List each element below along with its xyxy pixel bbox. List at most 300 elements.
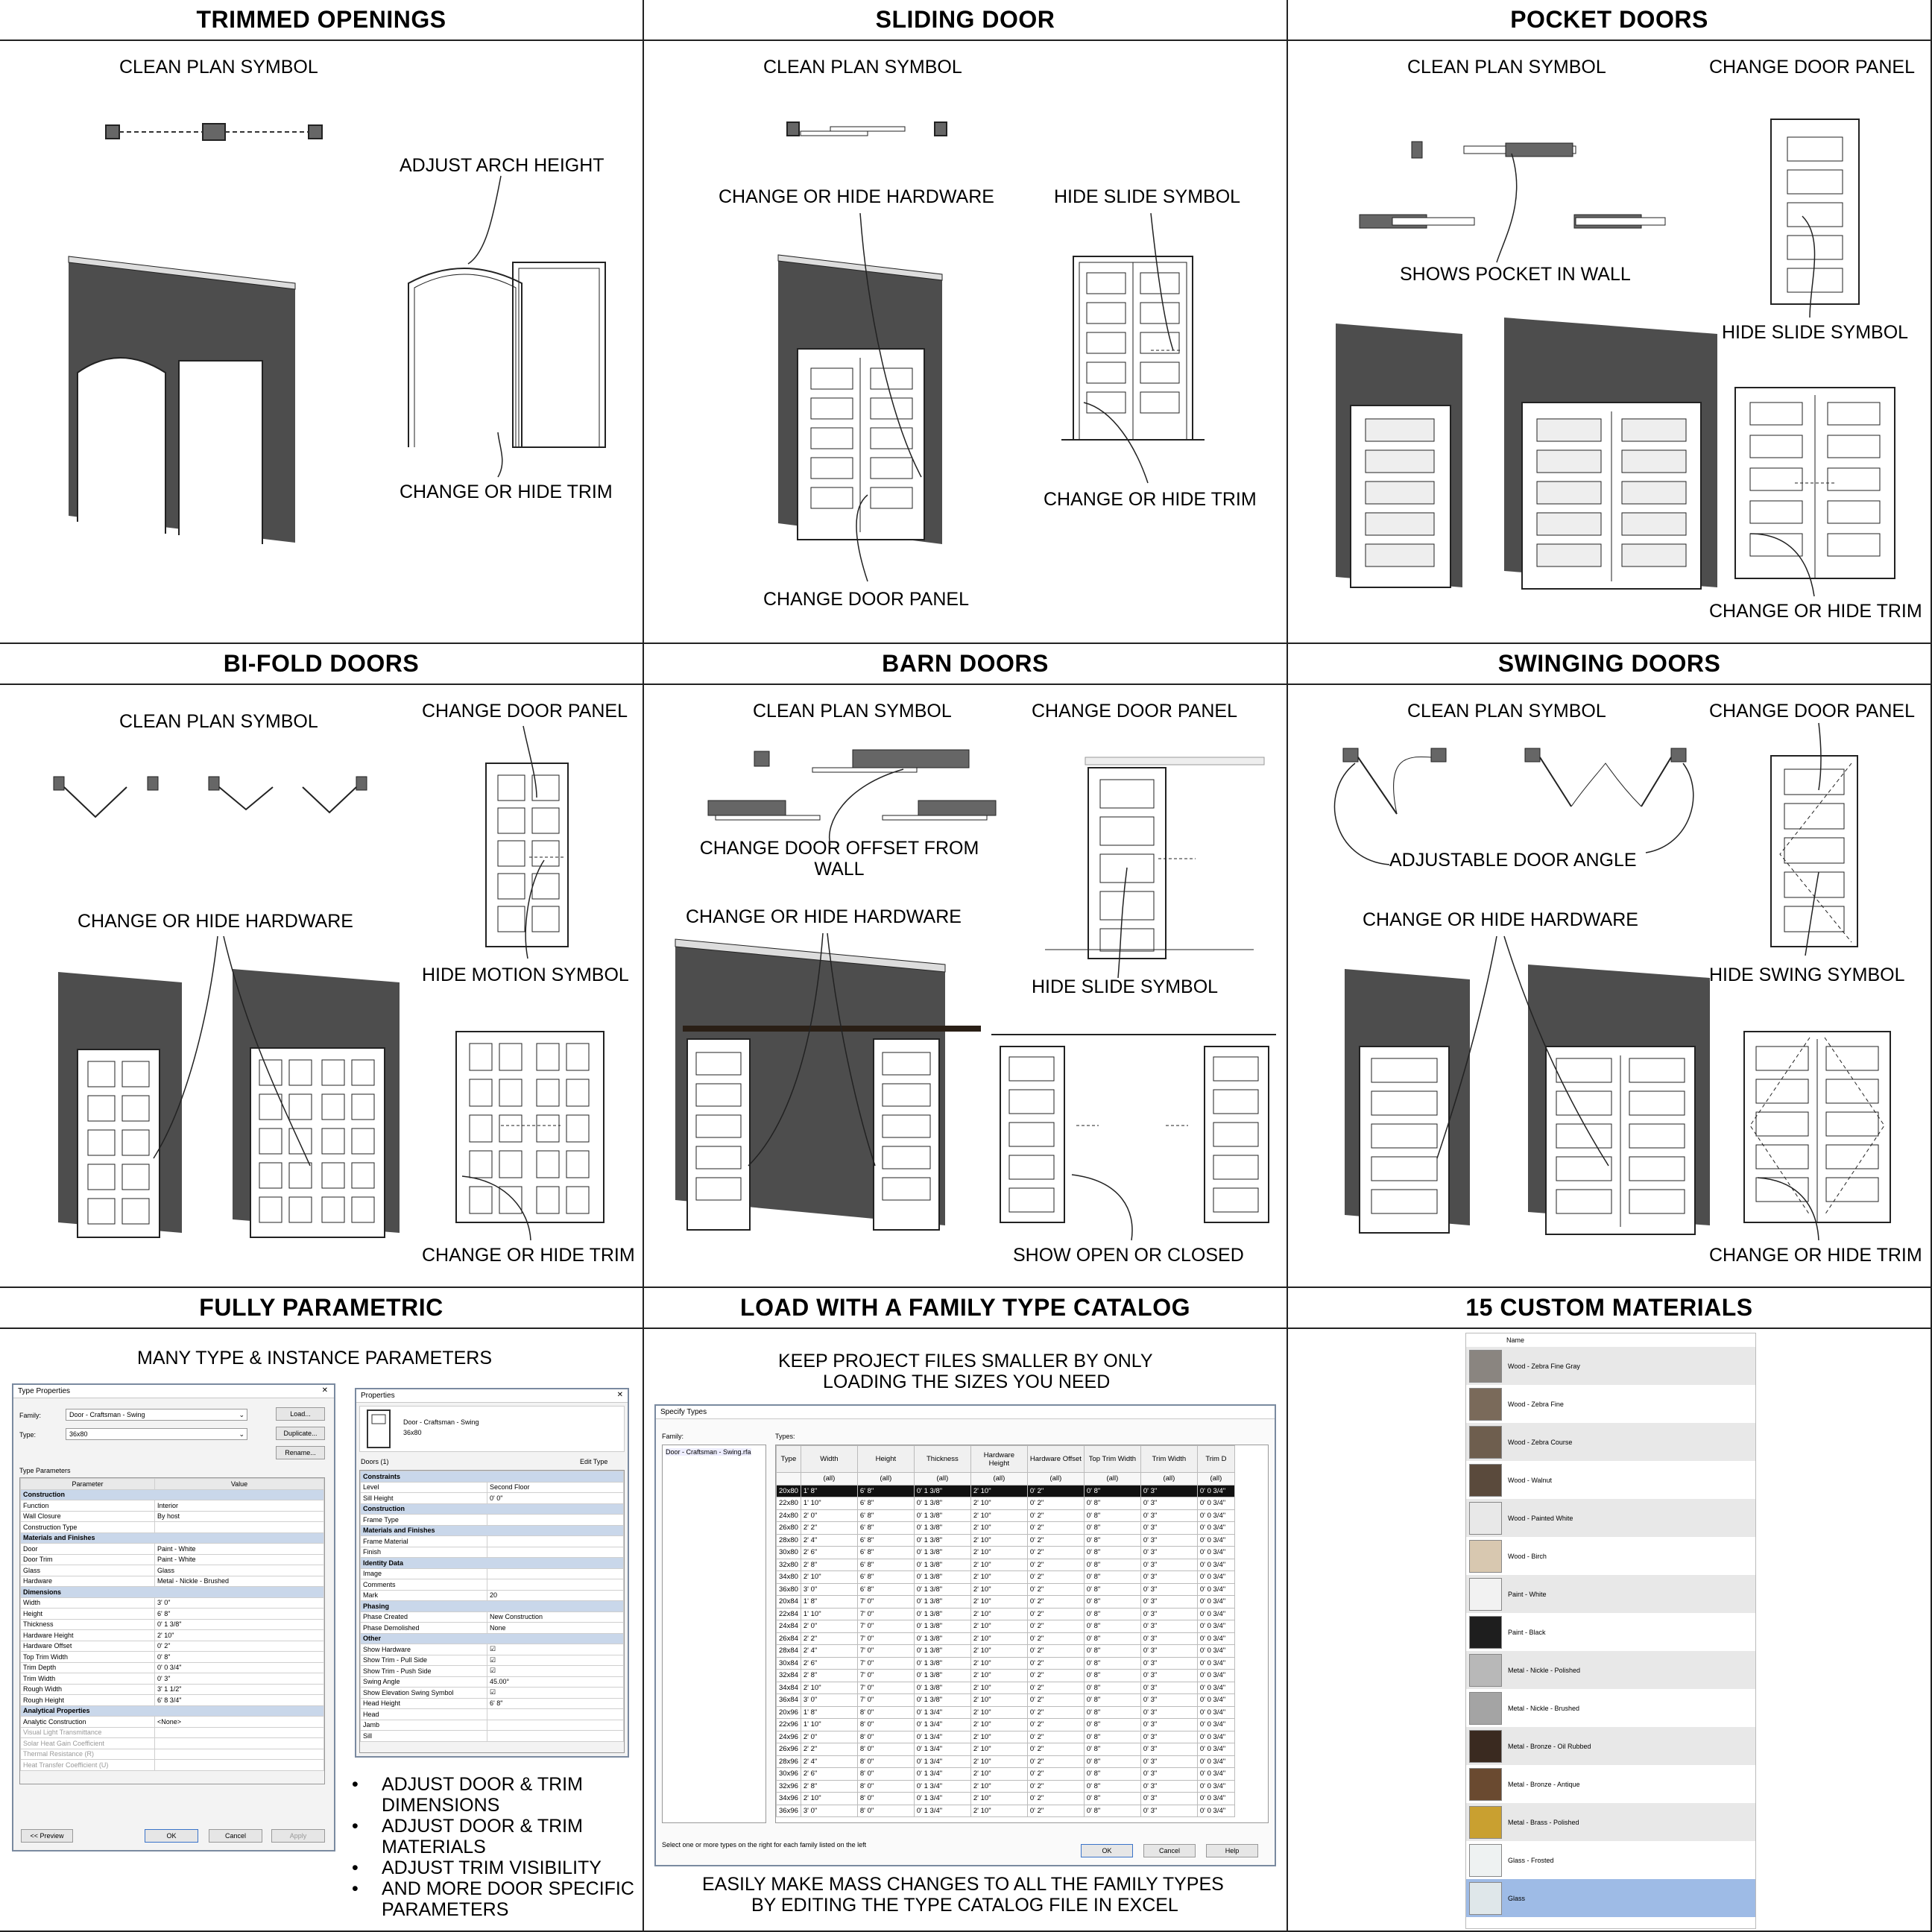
type-value: 0' 2": [1027, 1509, 1084, 1522]
type-value: 0' 3": [1140, 1768, 1197, 1781]
parameter-value[interactable]: [155, 1749, 324, 1760]
column-filter[interactable]: (all): [1084, 1473, 1140, 1486]
col-value: Value: [155, 1479, 324, 1490]
property-row[interactable]: [361, 1623, 624, 1634]
type-value: 8' 0": [857, 1719, 914, 1731]
material-name: Wood - Zebra Course: [1508, 1438, 1573, 1446]
family-item[interactable]: Door - Craftsman - Swing.rfa: [666, 1448, 751, 1456]
type-value: 0' 0 3/4": [1197, 1608, 1234, 1620]
type-value: 2' 10": [970, 1670, 1027, 1682]
type-value: 0' 2": [1027, 1755, 1084, 1768]
ok-button[interactable]: OK: [145, 1829, 198, 1843]
parameter-group[interactable]: [21, 1489, 324, 1500]
bullet-item: • ADJUST TRIM VISIBILITY: [350, 1857, 641, 1878]
type-selector[interactable]: [359, 1406, 625, 1452]
property-value[interactable]: ☑: [487, 1688, 624, 1699]
type-name: 28x84: [777, 1645, 801, 1658]
parameter-row[interactable]: [21, 1760, 324, 1771]
type-row[interactable]: [777, 1522, 1235, 1535]
label-hardware: CHANGE OR HIDE HARDWARE: [78, 911, 353, 932]
type-value: 2' 10": [970, 1706, 1027, 1719]
parameter-value[interactable]: [155, 1522, 324, 1533]
parameter-value[interactable]: Glass: [155, 1565, 324, 1576]
type-value: 2' 0": [801, 1620, 857, 1633]
parameter-row[interactable]: [21, 1544, 324, 1555]
close-icon[interactable]: ✕: [616, 1391, 623, 1399]
type-value: 8' 0": [857, 1768, 914, 1781]
property-row[interactable]: [361, 1493, 624, 1504]
type-value: 0' 2": [1027, 1805, 1084, 1817]
column-filter[interactable]: (all): [1140, 1473, 1197, 1486]
type-value: 0' 3": [1140, 1755, 1197, 1768]
type-value: 0' 1 3/4": [914, 1755, 970, 1768]
label-hide-swing: HIDE SWING SYMBOL: [1709, 965, 1905, 985]
parameter-row[interactable]: [21, 1619, 324, 1630]
type-row[interactable]: [777, 1682, 1235, 1694]
edit-type-button[interactable]: Edit Type: [580, 1458, 608, 1465]
panel-fully-parametric: [0, 1288, 644, 1932]
label-clean-plan: CLEAN PLAN SYMBOL: [119, 57, 318, 78]
parameter-row[interactable]: [21, 1662, 324, 1673]
type-value: 2' 2": [801, 1743, 857, 1756]
parameter-row[interactable]: [21, 1597, 324, 1609]
material-name: Paint - Black: [1508, 1628, 1546, 1636]
type-name: 24x80: [777, 1509, 801, 1522]
property-value[interactable]: [487, 1515, 624, 1526]
type-value: 0' 2": [1027, 1645, 1084, 1658]
panel-type-catalog: [644, 1288, 1288, 1932]
parameter-value[interactable]: Paint - White: [155, 1544, 324, 1555]
cancel-button[interactable]: Cancel: [1143, 1844, 1196, 1857]
parameter-row[interactable]: [21, 1749, 324, 1760]
type-value: 6' 8": [857, 1559, 914, 1571]
parameter-name: Trim Width: [21, 1673, 155, 1685]
cancel-button[interactable]: Cancel: [209, 1829, 262, 1843]
material-name: Wood - Walnut: [1508, 1476, 1553, 1484]
panel-title: SLIDING DOOR: [644, 0, 1287, 41]
column-header[interactable]: Hardware Height: [970, 1446, 1027, 1473]
type-value: 0' 8": [1084, 1793, 1140, 1805]
type-value: 0' 2": [1027, 1497, 1084, 1510]
type-value: 2' 6": [801, 1547, 857, 1559]
apply-button[interactable]: Apply: [271, 1829, 325, 1843]
group-label: Dimensions: [21, 1587, 324, 1598]
property-value[interactable]: Second Floor: [487, 1482, 624, 1493]
parameter-name: Analytic Construction: [21, 1717, 155, 1728]
type-value: 2' 10": [970, 1559, 1027, 1571]
property-name: Head Height: [361, 1698, 487, 1709]
family-select[interactable]: [66, 1409, 247, 1421]
column-filter[interactable]: (all): [857, 1473, 914, 1486]
property-value[interactable]: [487, 1536, 624, 1547]
property-group[interactable]: [361, 1525, 624, 1536]
type-parameter-table[interactable]: [19, 1477, 325, 1784]
parameter-row[interactable]: [21, 1695, 324, 1706]
parameter-name: Top Trim Width: [21, 1652, 155, 1663]
type-value: 2' 10": [970, 1571, 1027, 1584]
column-filter[interactable]: (all): [801, 1473, 857, 1486]
type-value: 1' 8": [801, 1596, 857, 1609]
parameter-value[interactable]: [155, 1738, 324, 1749]
type-row[interactable]: [777, 1793, 1235, 1805]
parameter-value[interactable]: Paint - White: [155, 1554, 324, 1565]
type-value: 2' 10": [970, 1694, 1027, 1707]
property-row[interactable]: [361, 1536, 624, 1547]
type-value: 7' 0": [857, 1670, 914, 1682]
material-row[interactable]: [1466, 1499, 1755, 1537]
parameter-value[interactable]: Interior: [155, 1500, 324, 1512]
type-value: 2' 4": [801, 1755, 857, 1768]
type-row[interactable]: [777, 1620, 1235, 1633]
type-value: 2' 10": [970, 1620, 1027, 1633]
material-swatch: [1469, 1616, 1502, 1649]
property-value[interactable]: [487, 1568, 624, 1579]
type-value: 0' 1 3/4": [914, 1719, 970, 1731]
type-row[interactable]: [777, 1608, 1235, 1620]
ok-button[interactable]: OK: [1081, 1844, 1133, 1857]
property-group[interactable]: [361, 1601, 624, 1612]
type-value: 0' 8": [1084, 1657, 1140, 1670]
type-row[interactable]: [777, 1632, 1235, 1645]
type-value: 0' 3": [1140, 1694, 1197, 1707]
label-subtitle: MANY TYPE & INSTANCE PARAMETERS: [137, 1348, 493, 1368]
type-value: 2' 8": [801, 1780, 857, 1793]
property-row[interactable]: [361, 1709, 624, 1720]
parameter-row[interactable]: [21, 1652, 324, 1663]
material-swatch: [1469, 1730, 1502, 1763]
type-value: 0' 2": [1027, 1571, 1084, 1584]
parameter-row[interactable]: [21, 1717, 324, 1728]
type-name: 28x80: [777, 1534, 801, 1547]
duplicate-button[interactable]: Duplicate...: [276, 1427, 325, 1440]
property-value[interactable]: ☑: [487, 1666, 624, 1677]
type-name: 20x84: [777, 1596, 801, 1609]
type-select[interactable]: [66, 1428, 247, 1440]
instance-filter[interactable]: Doors (1): [361, 1458, 389, 1465]
type-value: 0' 2": [1027, 1657, 1084, 1670]
type-row[interactable]: [777, 1706, 1235, 1719]
type-value: 0' 8": [1084, 1755, 1140, 1768]
material-row[interactable]: [1466, 1841, 1755, 1879]
property-group[interactable]: [361, 1471, 624, 1483]
type-row[interactable]: [777, 1743, 1235, 1756]
property-group[interactable]: [361, 1503, 624, 1515]
column-header[interactable]: Trim Width: [1140, 1446, 1197, 1473]
parameter-row[interactable]: [21, 1522, 324, 1533]
parameter-row[interactable]: [21, 1554, 324, 1565]
property-value[interactable]: 20: [487, 1590, 624, 1601]
type-name: 30x80: [777, 1547, 801, 1559]
help-button[interactable]: Help: [1206, 1844, 1258, 1857]
property-value[interactable]: None: [487, 1623, 624, 1634]
column-filter[interactable]: [777, 1473, 801, 1486]
types-label: Types:: [775, 1433, 795, 1440]
property-row[interactable]: [361, 1698, 624, 1709]
bullet-item: • AND MORE DOOR SPECIFIC PARAMETERS: [350, 1878, 641, 1920]
parameter-group[interactable]: [21, 1587, 324, 1598]
material-row[interactable]: [1466, 1651, 1755, 1689]
type-value: 0' 8": [1084, 1559, 1140, 1571]
property-row[interactable]: [361, 1676, 624, 1688]
parameter-name: Hardware Height: [21, 1630, 155, 1641]
type-value: 0' 8": [1084, 1768, 1140, 1781]
parameter-value[interactable]: By host: [155, 1511, 324, 1522]
property-row[interactable]: [361, 1644, 624, 1655]
type-row[interactable]: [777, 1571, 1235, 1584]
type-value: 0' 3": [1140, 1522, 1197, 1535]
parameter-value[interactable]: 0' 2": [155, 1641, 324, 1652]
type-value: 2' 4": [801, 1645, 857, 1658]
property-name: Finish: [361, 1547, 487, 1558]
type-row[interactable]: [777, 1694, 1235, 1707]
column-header[interactable]: Type: [777, 1446, 801, 1473]
type-row[interactable]: [777, 1768, 1235, 1781]
property-value[interactable]: [487, 1731, 624, 1742]
property-row[interactable]: [361, 1547, 624, 1558]
property-value[interactable]: ☑: [487, 1644, 624, 1655]
type-row[interactable]: [777, 1596, 1235, 1609]
type-row[interactable]: [777, 1583, 1235, 1596]
group-label: Materials and Finishes: [361, 1525, 624, 1536]
type-name: 34x96: [777, 1793, 801, 1805]
parameter-value[interactable]: [155, 1760, 324, 1771]
panel-barn-doors: [644, 644, 1288, 1288]
parameter-value[interactable]: <None>: [155, 1717, 324, 1728]
column-header[interactable]: Trim D: [1197, 1446, 1234, 1473]
column-filter[interactable]: (all): [1197, 1473, 1234, 1486]
parameter-row[interactable]: [21, 1500, 324, 1512]
property-row[interactable]: [361, 1568, 624, 1579]
type-name: 36x96: [777, 1805, 801, 1817]
type-value: 0' 8": [1084, 1571, 1140, 1584]
column-header[interactable]: Hardware Offset: [1027, 1446, 1084, 1473]
type-value: 0' 0 3/4": [1197, 1534, 1234, 1547]
column-filter[interactable]: (all): [1027, 1473, 1084, 1486]
parameter-value[interactable]: 2' 10": [155, 1630, 324, 1641]
parameter-row[interactable]: [21, 1511, 324, 1522]
label-clean-plan: CLEAN PLAN SYMBOL: [1407, 57, 1606, 78]
palette-title: [356, 1389, 628, 1403]
type-value: 0' 0 3/4": [1197, 1706, 1234, 1719]
type-value: 6' 8": [857, 1522, 914, 1535]
type-row[interactable]: [777, 1485, 1235, 1497]
type-value: 6' 8": [857, 1497, 914, 1510]
bullet-item: • ADJUST DOOR & TRIM MATERIALS: [350, 1816, 641, 1857]
material-row[interactable]: [1466, 1765, 1755, 1803]
parameter-value[interactable]: [155, 1727, 324, 1738]
material-row[interactable]: [1466, 1879, 1755, 1917]
type-row[interactable]: [777, 1780, 1235, 1793]
type-value: 1' 10": [801, 1497, 857, 1510]
parameter-value[interactable]: 3' 0": [155, 1597, 324, 1609]
material-row[interactable]: [1466, 1347, 1755, 1385]
type-value: 0' 2": [1027, 1719, 1084, 1731]
column-filter[interactable]: (all): [970, 1473, 1027, 1486]
material-row[interactable]: [1466, 1613, 1755, 1651]
type-row[interactable]: [777, 1719, 1235, 1731]
property-group[interactable]: [361, 1633, 624, 1644]
type-row[interactable]: [777, 1731, 1235, 1743]
type-value: 2' 10": [970, 1583, 1027, 1596]
parameter-value[interactable]: 0' 8": [155, 1652, 324, 1663]
property-value[interactable]: [487, 1579, 624, 1591]
property-row[interactable]: [361, 1731, 624, 1742]
type-value: 0' 0 3/4": [1197, 1522, 1234, 1535]
label-trim: CHANGE OR HIDE TRIM: [1709, 601, 1922, 622]
type-row[interactable]: [777, 1497, 1235, 1510]
material-swatch: [1469, 1768, 1502, 1801]
type-value: 2' 10": [970, 1485, 1027, 1497]
property-value[interactable]: [487, 1720, 624, 1731]
type-value: 2' 8": [801, 1559, 857, 1571]
property-row[interactable]: [361, 1666, 624, 1677]
material-row[interactable]: [1466, 1575, 1755, 1613]
property-row[interactable]: [361, 1720, 624, 1731]
parameter-value[interactable]: 3' 1 1/2": [155, 1684, 324, 1695]
column-filter[interactable]: (all): [914, 1473, 970, 1486]
parameter-value[interactable]: 0' 0 3/4": [155, 1662, 324, 1673]
material-browser[interactable]: [1465, 1333, 1756, 1929]
family-label: Family:: [662, 1433, 684, 1440]
type-value: 0' 1 3/4": [914, 1706, 970, 1719]
property-group[interactable]: [361, 1558, 624, 1569]
type-row[interactable]: [777, 1547, 1235, 1559]
property-value[interactable]: ☑: [487, 1655, 624, 1666]
preview-button[interactable]: << Preview: [21, 1829, 73, 1843]
material-swatch: [1469, 1844, 1502, 1877]
parameter-group[interactable]: [21, 1705, 324, 1717]
type-row[interactable]: [777, 1559, 1235, 1571]
material-row[interactable]: [1466, 1727, 1755, 1765]
close-icon[interactable]: ✕: [321, 1386, 328, 1395]
parameter-value[interactable]: 0' 1 3/8": [155, 1619, 324, 1630]
type-row[interactable]: [777, 1534, 1235, 1547]
property-value[interactable]: New Construction: [487, 1611, 624, 1623]
column-header[interactable]: Thickness: [914, 1446, 970, 1473]
type-value: 0' 2": [1027, 1768, 1084, 1781]
type-value: 0' 0 3/4": [1197, 1719, 1234, 1731]
type-row[interactable]: [777, 1509, 1235, 1522]
sliding-door-illustration: [644, 0, 1288, 644]
type-value: 0' 3": [1140, 1780, 1197, 1793]
material-header: Name: [1506, 1336, 1525, 1344]
column-header[interactable]: Width: [801, 1446, 857, 1473]
material-row[interactable]: [1466, 1385, 1755, 1423]
type-row[interactable]: [777, 1805, 1235, 1817]
types-table[interactable]: [775, 1445, 1269, 1823]
panel-title: FULLY PARAMETRIC: [0, 1288, 643, 1329]
property-value[interactable]: [487, 1709, 624, 1720]
type-value: 2' 6": [801, 1657, 857, 1670]
label-clean-plan: CLEAN PLAN SYMBOL: [1407, 701, 1606, 722]
type-value: 0' 3": [1140, 1793, 1197, 1805]
material-row[interactable]: [1466, 1537, 1755, 1575]
type-name: 26x96: [777, 1743, 801, 1756]
type-value: 0' 2": [1027, 1780, 1084, 1793]
type-value: 1' 10": [801, 1719, 857, 1731]
type-value: 3' 0": [801, 1694, 857, 1707]
parameter-value[interactable]: 0' 3": [155, 1673, 324, 1685]
parameter-value[interactable]: Metal - Nickle - Brushed: [155, 1576, 324, 1587]
parameter-name: Thickness: [21, 1619, 155, 1630]
load-button[interactable]: Load...: [276, 1407, 325, 1421]
type-value: 0' 0 3/4": [1197, 1547, 1234, 1559]
property-value[interactable]: [487, 1547, 624, 1558]
property-name: Show Trim - Push Side: [361, 1666, 487, 1677]
property-row[interactable]: [361, 1655, 624, 1666]
type-value: 2' 10": [970, 1522, 1027, 1535]
property-row[interactable]: [361, 1688, 624, 1699]
material-row[interactable]: [1466, 1689, 1755, 1727]
property-row[interactable]: [361, 1590, 624, 1601]
material-row[interactable]: [1466, 1461, 1755, 1499]
type-name: 32x96: [777, 1780, 801, 1793]
door-thumbnail-icon: [364, 1409, 394, 1450]
parameter-row[interactable]: [21, 1673, 324, 1685]
property-row[interactable]: [361, 1482, 624, 1493]
column-header[interactable]: Height: [857, 1446, 914, 1473]
type-value: 2' 10": [801, 1682, 857, 1694]
parameter-row[interactable]: [21, 1727, 324, 1738]
type-name: 20x80: [777, 1485, 801, 1497]
label-panel: CHANGE DOOR PANEL: [1709, 57, 1915, 78]
type-row[interactable]: [777, 1670, 1235, 1682]
parameter-row[interactable]: [21, 1565, 324, 1576]
property-row[interactable]: [361, 1515, 624, 1526]
type-value: 0' 2": [1027, 1583, 1084, 1596]
rename-button[interactable]: Rename...: [276, 1446, 325, 1459]
family-list[interactable]: [662, 1445, 766, 1823]
type-row[interactable]: [777, 1657, 1235, 1670]
parameter-value[interactable]: 6' 8 3/4": [155, 1695, 324, 1706]
type-value: 0' 8": [1084, 1719, 1140, 1731]
parameter-row[interactable]: [21, 1641, 324, 1652]
parameter-group[interactable]: [21, 1532, 324, 1544]
property-value[interactable]: 6' 8": [487, 1698, 624, 1709]
header-row: [777, 1446, 1235, 1473]
material-row[interactable]: [1466, 1803, 1755, 1841]
property-value[interactable]: 45.00°: [487, 1676, 624, 1688]
property-row[interactable]: [361, 1579, 624, 1591]
family-value: Door - Craftsman - Swing: [69, 1411, 145, 1418]
parameter-row[interactable]: [21, 1738, 324, 1749]
panel-pocket-doors: [1288, 0, 1932, 644]
type-value: 0' 0 3/4": [1197, 1632, 1234, 1645]
parameter-value[interactable]: 6' 8": [155, 1609, 324, 1620]
instance-parameter-table[interactable]: [359, 1470, 625, 1753]
parameter-row[interactable]: [21, 1576, 324, 1587]
parameter-row[interactable]: [21, 1630, 324, 1641]
type-row[interactable]: [777, 1645, 1235, 1658]
type-value: 0' 8": [1084, 1547, 1140, 1559]
property-row[interactable]: [361, 1611, 624, 1623]
dialog-title: [13, 1385, 334, 1398]
label-hardware: CHANGE OR HIDE HARDWARE: [719, 186, 994, 207]
label-offset: CHANGE DOOR OFFSET FROM WALL: [699, 838, 979, 880]
material-row[interactable]: [1466, 1423, 1755, 1461]
panel-title: TRIMMED OPENINGS: [0, 0, 643, 41]
type-value: 0' 8": [1084, 1780, 1140, 1793]
property-value[interactable]: 0' 0": [487, 1493, 624, 1504]
parameter-row[interactable]: [21, 1609, 324, 1620]
type-value: 7' 0": [857, 1682, 914, 1694]
parameter-name: Trim Depth: [21, 1662, 155, 1673]
material-swatch: [1469, 1654, 1502, 1687]
parameter-name: Hardware Offset: [21, 1641, 155, 1652]
column-header[interactable]: Top Trim Width: [1084, 1446, 1140, 1473]
parameter-row[interactable]: [21, 1684, 324, 1695]
type-row[interactable]: [777, 1755, 1235, 1768]
